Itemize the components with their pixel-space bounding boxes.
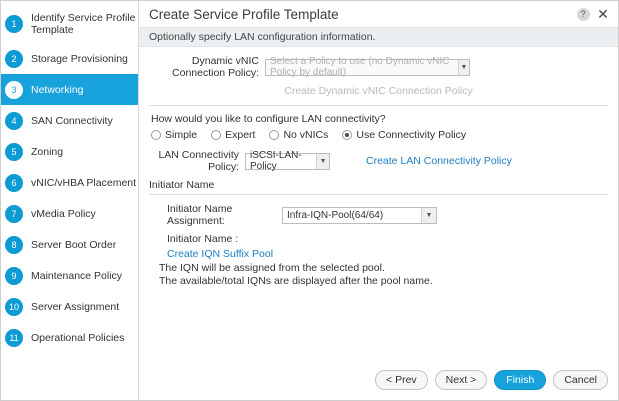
sidebar-item-label: vMedia Policy: [31, 207, 96, 220]
dialog-titlebar: [139, 1, 618, 27]
radio-no-vnics[interactable]: [269, 130, 279, 140]
sidebar-item-server-assignment[interactable]: [1, 291, 138, 322]
dynamic-vnic-row: [149, 55, 608, 79]
lan-connectivity-policy-select[interactable]: [245, 150, 330, 172]
dialog-main-panel: [139, 1, 618, 400]
sidebar-item-label: SAN Connectivity: [31, 114, 113, 127]
sidebar-item-san-connectivity[interactable]: [1, 105, 138, 136]
dynamic-vnic-selected-value: Select a Policy to use (no Dynamic vNIC Policy by default): [270, 56, 450, 78]
close-icon: ✕: [597, 6, 609, 22]
chevron-down-icon: ▼: [421, 208, 436, 223]
chevron-down-icon: ▼: [316, 154, 329, 169]
sidebar-item-label: vNIC/vHBA Placement: [31, 176, 137, 189]
initiator-name-label: Initiator Name :: [167, 233, 239, 245]
sidebar-item-networking[interactable]: [1, 74, 138, 105]
lan-connectivity-question: How would you like to configure LAN connectivity?: [151, 113, 386, 125]
sidebar-item-zoning[interactable]: [1, 136, 138, 167]
step-number: 9: [5, 267, 23, 285]
info-bar: [139, 27, 618, 47]
sidebar-item-vnic-vhba-placement[interactable]: [1, 167, 138, 198]
cancel-button[interactable]: Cancel: [553, 370, 608, 390]
chevron-down-icon: ▼: [458, 60, 469, 75]
initiator-name-row: [167, 233, 608, 245]
radio-expert[interactable]: [211, 130, 221, 140]
radio-simple-label: Simple: [165, 129, 198, 141]
initiator-name-assignment-label: Initiator Name Assignment:: [167, 203, 233, 227]
sidebar-item-vmedia-policy[interactable]: [1, 198, 138, 229]
radio-simple[interactable]: [151, 130, 161, 140]
create-dynamic-vnic-connection-policy-link[interactable]: Create Dynamic vNIC Connection Policy: [284, 85, 473, 97]
initiator-name-assignment-select[interactable]: [282, 207, 437, 224]
sidebar-item-label: Maintenance Policy: [31, 269, 123, 282]
lan-connectivity-policy-label: LAN Connectivity Policy:: [158, 149, 239, 173]
info-bar-text: Optionally specify LAN configuration information.: [149, 31, 376, 43]
step-number: 6: [5, 174, 23, 192]
step-number: 1: [5, 15, 23, 33]
initiator-name-assignment-value: Infra-IQN-Pool(64/64): [287, 209, 384, 221]
sidebar-item-label: Zoning: [31, 145, 64, 158]
form-content: [139, 47, 618, 360]
sidebar-item-server-boot-order[interactable]: [1, 229, 138, 260]
dialog-footer: [139, 360, 618, 400]
prev-button[interactable]: < Prev: [375, 370, 428, 390]
radio-use-connectivity-policy-label: Use Connectivity Policy: [356, 129, 467, 141]
sidebar-item-operational-policies[interactable]: [1, 322, 138, 353]
sidebar-item-identify-service-profile-template[interactable]: [1, 5, 138, 43]
step-number: 10: [5, 298, 23, 316]
radio-use-connectivity-policy[interactable]: [342, 130, 352, 140]
sidebar-item-label: Identify Service Profile Template: [31, 12, 136, 36]
initiator-name-group-title: Initiator Name: [149, 179, 215, 191]
help-icon: ?: [577, 8, 590, 21]
step-number: 4: [5, 112, 23, 130]
step-number: 11: [5, 329, 23, 347]
initiator-name-assignment-row: [167, 203, 608, 227]
lan-connectivity-policy-row: [149, 149, 608, 173]
sidebar-item-label: Server Assignment: [31, 300, 120, 313]
sidebar-item-maintenance-policy[interactable]: [1, 260, 138, 291]
sidebar-item-label: Networking: [31, 83, 84, 96]
sidebar-item-label: Storage Provisioning: [31, 52, 128, 65]
radio-no-vnics-label: No vNICs: [283, 129, 329, 141]
divider: [149, 105, 608, 106]
create-iqn-suffix-pool-link[interactable]: Create IQN Suffix Pool: [167, 248, 274, 260]
radio-expert-label: Expert: [225, 129, 256, 141]
dynamic-vnic-connection-policy-select[interactable]: [265, 56, 470, 78]
close-button[interactable]: [596, 7, 610, 21]
iqn-note-line-1: The IQN will be assigned from the selected pool.: [159, 262, 385, 274]
step-number: 3: [5, 81, 23, 99]
create-dynamic-vnic-policy-link-wrap: [149, 85, 608, 97]
sidebar-item-label: Operational Policies: [31, 331, 125, 344]
step-number: 5: [5, 143, 23, 161]
finish-button[interactable]: Finish: [494, 370, 546, 390]
create-lan-connectivity-policy-link[interactable]: Create LAN Connectivity Policy: [366, 155, 512, 167]
step-number: 7: [5, 205, 23, 223]
lan-connectivity-radio-group: [151, 129, 608, 141]
create-iqn-suffix-pool-link-wrap: [167, 248, 608, 260]
sidebar-item-storage-provisioning[interactable]: [1, 43, 138, 74]
step-number: 8: [5, 236, 23, 254]
iqn-note-line-2: The available/total IQNs are displayed after the pool name.: [159, 275, 433, 287]
wizard-steps-sidebar: [1, 1, 139, 400]
initiator-name-group-divider: [149, 194, 608, 195]
page-title: Create Service Profile Template: [149, 6, 339, 22]
sidebar-item-label: Server Boot Order: [31, 238, 117, 251]
next-button[interactable]: Next >: [435, 370, 488, 390]
dynamic-vnic-label: Dynamic vNIC Connection Policy:: [172, 55, 259, 79]
lan-connectivity-policy-value: iSCSI-LAN-Policy: [250, 150, 302, 172]
help-button[interactable]: [576, 7, 590, 21]
step-number: 2: [5, 50, 23, 68]
